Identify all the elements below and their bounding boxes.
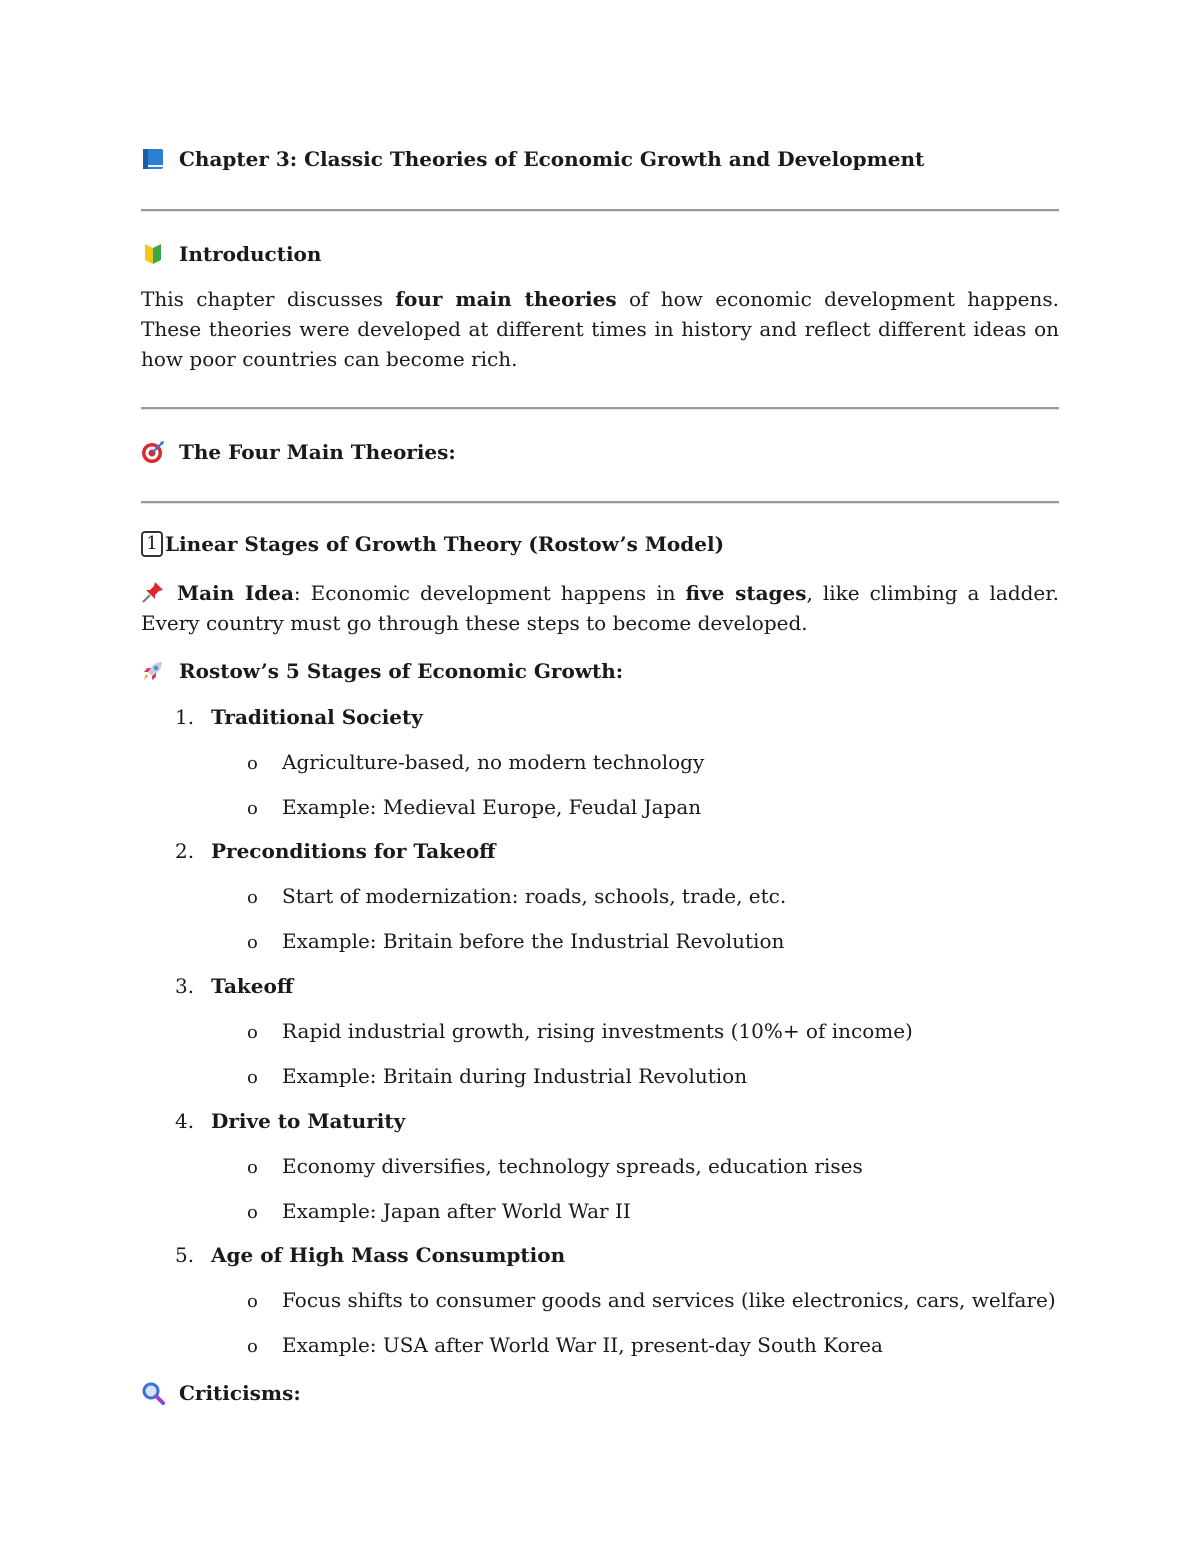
bullet-marker: o xyxy=(247,932,258,953)
stage-example: Example: Japan after World War II xyxy=(282,1199,631,1223)
stage-example: Example: USA after World War II, present-day South Korea xyxy=(282,1333,883,1357)
criticisms-heading: Criticisms: xyxy=(141,1379,301,1407)
introduction-paragraph: This chapter discusses four main theories of how economic development happens. These theories were developed at different times in history and reflect different ideas on how poor countries can become rich. xyxy=(141,287,1059,371)
bullet-marker: o xyxy=(247,1202,258,1223)
pushpin-icon xyxy=(141,580,165,604)
stage-detail: Agriculture-based, no modern technology xyxy=(282,750,705,774)
stage-detail: Rapid industrial growth, rising investments (10%+ of income) xyxy=(282,1019,913,1043)
stage-example: Example: Britain before the Industrial Revolution xyxy=(282,929,785,953)
bullet-marker: o xyxy=(247,1291,258,1312)
bullet-marker: o xyxy=(247,798,258,819)
divider xyxy=(141,501,1059,504)
stage-title: Age of High Mass Consumption xyxy=(211,1243,566,1267)
stage-title: Preconditions for Takeoff xyxy=(211,839,496,863)
bullet-marker: o xyxy=(247,887,258,908)
bullet-marker: o xyxy=(247,1336,258,1357)
stage-detail: Economy diversifies, technology spreads, education rises xyxy=(282,1154,863,1178)
stage-example: Example: Britain during Industrial Revolution xyxy=(282,1064,748,1088)
stage-detail: Focus shifts to consumer goods and services (like electronics, cars, welfare) xyxy=(282,1288,1056,1312)
intro-bold-phrase: four main theories xyxy=(395,287,617,311)
divider xyxy=(141,407,1059,410)
divider xyxy=(141,209,1059,212)
theory1-heading: 1 Linear Stages of Growth Theory (Rostow’s Model) xyxy=(141,530,724,558)
main-idea-paragraph: Main Idea: Economic development happens in five stages, like climbing a ladder. Every country must go through these steps to become developed. xyxy=(141,581,1059,635)
bullet-marker: o xyxy=(247,1067,258,1088)
stage-number: 1. xyxy=(175,705,195,729)
magnifier-icon xyxy=(141,1381,165,1405)
stage-title: Takeoff xyxy=(211,974,294,998)
stage-number: 2. xyxy=(175,839,195,863)
bullet-marker: o xyxy=(247,1157,258,1178)
stages-heading: Rostow’s 5 Stages of Economic Growth: xyxy=(141,657,623,685)
target-dart-icon xyxy=(141,440,165,464)
stage-number: 4. xyxy=(175,1109,195,1133)
bullet-marker: o xyxy=(247,1022,258,1043)
stage-detail: Start of modernization: roads, schools, trade, etc. xyxy=(282,884,787,908)
stage-number: 5. xyxy=(175,1243,195,1267)
bullet-marker: o xyxy=(247,753,258,774)
stage-title: Drive to Maturity xyxy=(211,1109,406,1133)
introduction-heading: Introduction xyxy=(141,240,321,268)
number-keycap: 1 xyxy=(141,531,163,557)
rocket-icon xyxy=(141,659,165,683)
blue-book-icon xyxy=(141,147,165,171)
stage-number: 3. xyxy=(175,974,195,998)
stage-example: Example: Medieval Europe, Feudal Japan xyxy=(282,795,702,819)
chapter-title: Chapter 3: Classic Theories of Economic Growth and Development xyxy=(141,145,924,173)
beginner-badge-icon xyxy=(141,242,165,266)
four-theories-heading: The Four Main Theories: xyxy=(141,438,456,466)
stage-title: Traditional Society xyxy=(211,705,423,729)
